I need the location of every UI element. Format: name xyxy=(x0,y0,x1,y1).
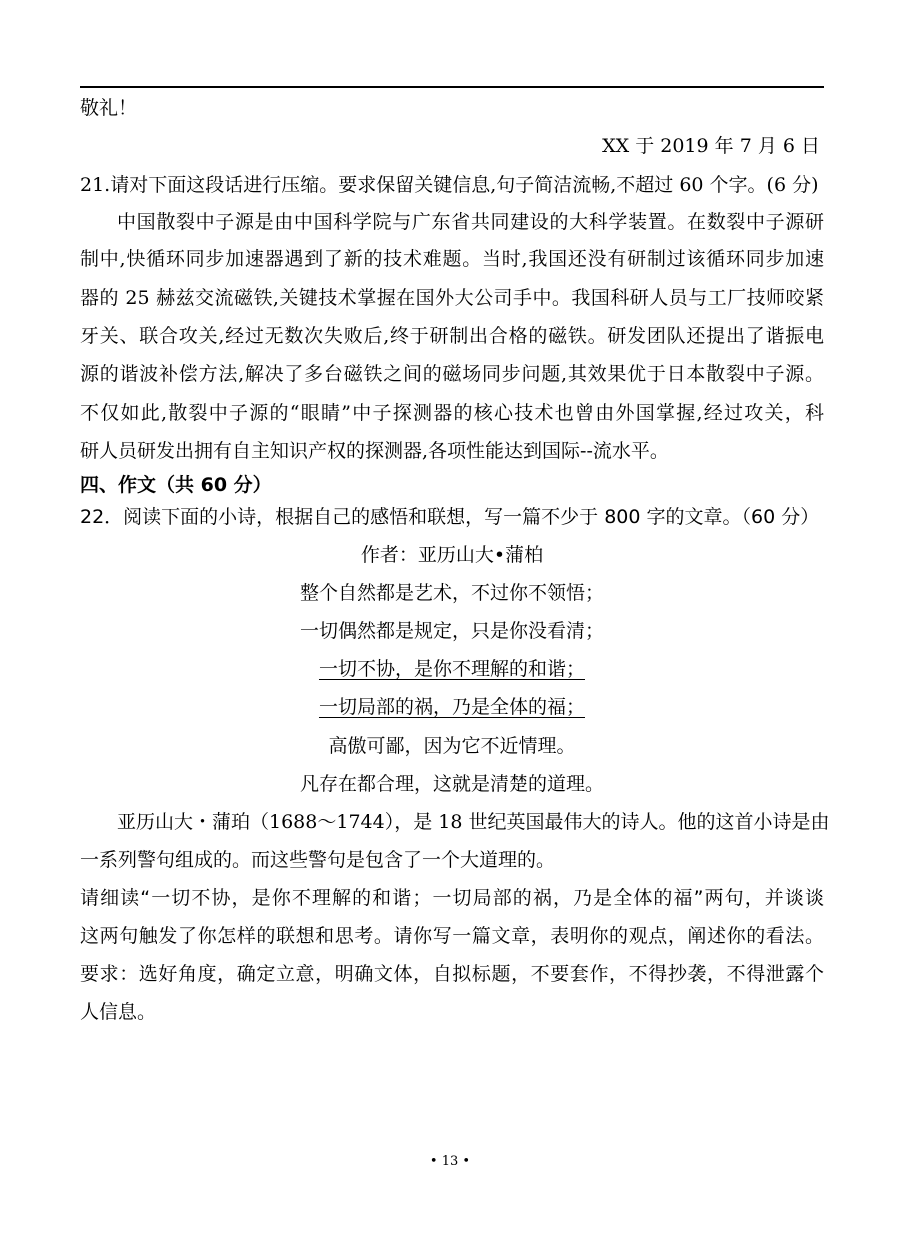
passage-line: 研人员研发出拥有自主知识产权的探测器,各项性能达到国际--流水平。 xyxy=(80,440,669,462)
letter-signature: XX 于 2019 年 7 月 6 日 xyxy=(602,135,820,157)
letter-closing: 敬礼！ xyxy=(80,97,138,119)
passage-line: 源的谐波补偿方法,解决了多台磁铁之间的磁场同步问题,其效果优于日本散裂中子源。 xyxy=(80,363,824,385)
poem-author: 作者：亚历山大•蒲柏 xyxy=(360,544,544,566)
passage-line: 牙关、联合攻关,经过无数次失败后,终于研制出合格的磁铁。研发团队还提出了谐振电 xyxy=(80,325,824,347)
passage-line: 不仅如此,散裂中子源的“眼睛”中子探测器的核心技术也曾由外国掌握,经过攻关，科 xyxy=(80,402,824,424)
passage-line: 器的 25 赫兹交流磁铁,关键技术掌握在国外大公司手中。我国科研人员与工厂技师咬紧 xyxy=(80,287,824,309)
poem-line: 高傲可鄙，因为它不近情理。 xyxy=(328,735,576,757)
question-22-prompt: 22．阅读下面的小诗，根据自己的感悟和联想，写一篇不少于 800 字的文章。（60 分） xyxy=(80,506,820,528)
instruction-line: 这两句触发了你怎样的联想和思考。请你写一篇文章，表明你的观点，阐述你的看法。 xyxy=(80,925,824,947)
poem-line-underlined: 一切不协，是你不理解的和谐； xyxy=(318,658,585,680)
poem-line: 整个自然都是艺术，不过你不领悟； xyxy=(299,582,604,604)
section-4-heading: 四、作文（共 60 分） xyxy=(80,474,272,496)
instruction-line: 要求：选好角度，确定立意，明确文体，自拟标题，不要套作，不得抄袭，不得泄露个 xyxy=(80,963,824,985)
poem-line: 凡存在都合理，这就是清楚的道理。 xyxy=(299,773,604,795)
page-number: • 13 • xyxy=(429,1154,471,1169)
poet-intro-line: 亚历山大・蒲珀（1688～1744），是 18 世纪英国最伟大的诗人。他的这首小诗是由 xyxy=(117,811,830,833)
instruction-line: 人信息。 xyxy=(80,1001,157,1023)
poet-intro-line: 一系列警句组成的。而这些警句是包含了一个大道理的。 xyxy=(80,849,556,871)
passage-line: 中国散裂中子源是由中国科学院与广东省共同建设的大科学装置。在数裂中子源研 xyxy=(117,211,824,233)
poem-line-underlined: 一切局部的祸，乃是全体的福； xyxy=(318,696,585,718)
question-21-prompt: 21.请对下面这段话进行压缩。要求保留关键信息,句子简洁流畅,不超过 60 个字。(6 分) xyxy=(80,174,819,196)
passage-line: 制中,快循环同步加速器遇到了新的技术难题。当时,我国还没有研制过该循环同步加速 xyxy=(80,248,824,270)
header-rule xyxy=(80,86,824,88)
poem-line: 一切偶然都是规定，只是你没看清； xyxy=(299,620,604,642)
instruction-line: 请细读“一切不协，是你不理解的和谐；一切局部的祸，乃是全体的福”两句，并谈谈 xyxy=(80,887,824,909)
